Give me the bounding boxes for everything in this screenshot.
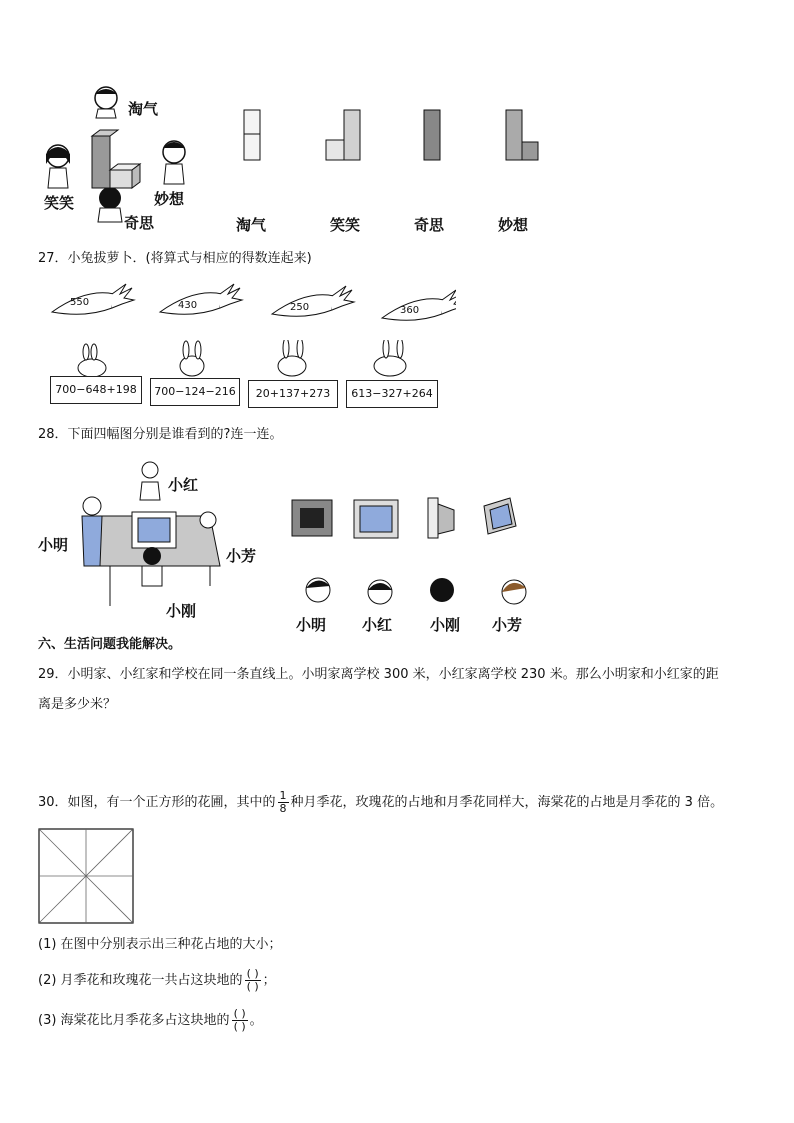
blocks-model xyxy=(92,130,140,188)
square-garden xyxy=(38,828,134,924)
view-label-1: 淘气 xyxy=(236,216,267,234)
rabbit-row xyxy=(60,340,440,378)
expression-box-2: 700−124−216 xyxy=(150,378,240,406)
q28-title: 28．下面四幅图分别是谁看到的?连一连。 xyxy=(38,427,283,442)
head-xiaogang xyxy=(430,578,454,602)
view-label-3: 奇思 xyxy=(414,216,445,234)
q30-sub3-blank[interactable] xyxy=(232,1008,248,1033)
kid-qisi-figure xyxy=(98,187,122,222)
q30-sub2-blank[interactable] xyxy=(245,968,261,993)
carrot-value-3: 250 xyxy=(290,302,310,313)
view-2 xyxy=(326,110,360,160)
monitor-view-2 xyxy=(354,500,398,538)
head-label-xiaoming: 小明 xyxy=(296,616,327,634)
q30-fraction-den: 8 xyxy=(279,802,287,815)
q27-title: 27．小兔拔萝卜．(将算式与相应的得数连起来) xyxy=(38,251,312,266)
carrot-3 xyxy=(272,286,354,316)
q30-sub3-blank-num: ( ) xyxy=(233,1007,246,1020)
q30-sub3-blank-den: ( ) xyxy=(233,1020,246,1033)
q30-sub3-suffix: 。 xyxy=(249,1013,263,1028)
section-6-title: 六、生活问题我能解决。 xyxy=(38,637,182,652)
q30-sub3 xyxy=(38,1004,263,1038)
carrots-svg xyxy=(46,278,456,326)
kid-xiaoxiao-figure xyxy=(46,145,70,188)
q30-fraction xyxy=(278,790,289,815)
q29-line2: 离是多少米？ xyxy=(38,697,117,712)
monitor-view-4 xyxy=(484,498,516,534)
q30-sub1: (1) 在图中分别表示出三种花占地的大小； xyxy=(38,937,282,952)
kid-name-xiaoxiao: 笑笑 xyxy=(44,194,75,212)
scene-name-xiaogang: 小刚 xyxy=(166,602,197,620)
kid-miaoxiang-figure xyxy=(163,141,185,184)
q29-line1: 29．小明家、小红家和学校在同一条直线上。小明家离学校 300 米，小红家离学校 230 米。那么小明家和小红家的距 xyxy=(38,667,719,682)
head-xiaofang xyxy=(502,580,526,604)
rabbits-svg xyxy=(60,340,440,378)
head-label-xiaofang: 小芳 xyxy=(492,616,523,634)
q30-sub2 xyxy=(38,964,276,998)
q30-fraction-num: 1 xyxy=(279,789,287,802)
monitor-view-1 xyxy=(292,500,332,536)
kid-name-taoqi: 淘气 xyxy=(128,100,159,118)
square-garden-svg xyxy=(38,828,134,924)
view-4 xyxy=(506,110,538,160)
q30-sub3-prefix: (3) 海棠花比月季花多占这块地的 xyxy=(38,1013,230,1028)
q30-text xyxy=(38,786,723,820)
carrot-value-2: 430 xyxy=(178,300,198,311)
q30-prefix: 30．如图，有一个正方形的花圃，其中的 xyxy=(38,795,276,810)
rabbit-1 xyxy=(78,344,106,377)
q28-scene xyxy=(60,456,240,616)
q30-sub2-prefix: (2) 月季花和玫瑰花一共占这块地的 xyxy=(38,973,243,988)
head-label-xiaogang: 小刚 xyxy=(430,616,461,634)
kid-taoqi-figure xyxy=(95,87,117,118)
kid-name-miaoxiang: 妙想 xyxy=(154,190,185,208)
heads-svg xyxy=(300,572,540,608)
carrot-1 xyxy=(52,284,134,314)
view-3 xyxy=(424,110,440,160)
scene-name-xiaohong: 小红 xyxy=(168,476,199,494)
kid-name-qisi: 奇思 xyxy=(124,214,155,232)
expression-box-1: 700−648+198 xyxy=(50,376,142,404)
head-xiaoming xyxy=(306,578,330,602)
scene-name-xiaofang: 小芳 xyxy=(226,547,257,565)
view-label-2: 笑笑 xyxy=(330,216,361,234)
monitors-svg xyxy=(290,494,530,544)
q26-figure xyxy=(40,84,560,234)
q30-sub2-blank-num: ( ) xyxy=(246,967,259,980)
q26-svg xyxy=(40,84,560,234)
carrot-value-4: 360 xyxy=(400,305,420,316)
q28-scene-svg xyxy=(60,456,240,616)
heads-row xyxy=(300,572,540,608)
scene-name-xiaoming: 小明 xyxy=(38,536,69,554)
expression-box-3: 20+137+273 xyxy=(248,380,338,408)
monitor-views xyxy=(290,494,530,544)
monitor-view-3 xyxy=(428,498,454,538)
carrot-2 xyxy=(160,284,242,314)
carrot-row xyxy=(46,278,456,326)
view-label-4: 妙想 xyxy=(498,216,529,234)
q30-suffix: 种月季花，玫瑰花的占地和月季花同样大，海棠花的占地是月季花的 3 倍。 xyxy=(290,795,724,810)
head-label-xiaohong: 小红 xyxy=(362,616,393,634)
q30-sub2-blank-den: ( ) xyxy=(246,980,259,993)
rabbit-4 xyxy=(374,340,406,376)
rabbit-2 xyxy=(180,341,204,376)
rabbit-3 xyxy=(278,340,306,376)
carrot-value-1: 550 xyxy=(70,297,90,308)
q30-sub2-suffix: ； xyxy=(262,973,276,988)
expression-box-4: 613−327+264 xyxy=(346,380,438,408)
view-1 xyxy=(244,110,260,160)
head-xiaohong xyxy=(368,580,392,604)
